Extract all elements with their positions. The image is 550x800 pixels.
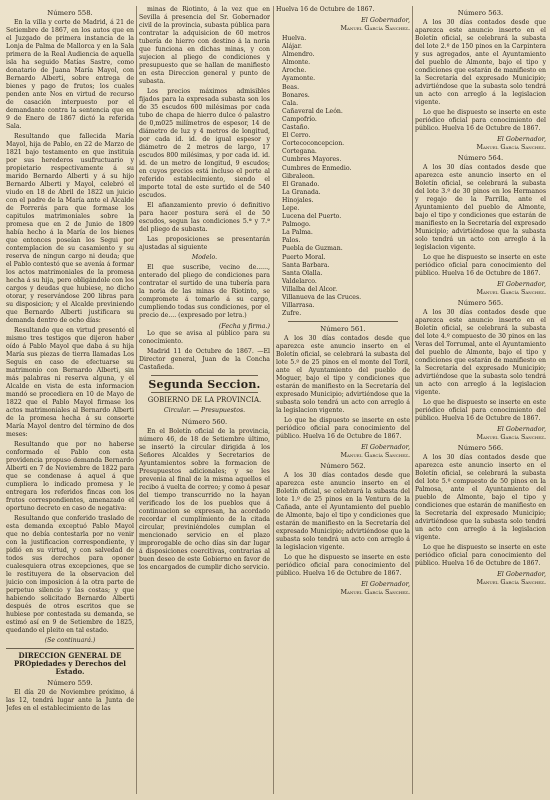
paragraph: A los 30 días contados desde que aparezca este anuncio inserto en el Boletín oficial, se celebrará la subasta del lote 1.º de 25 pinos en la Ventura de la Cañada, ante el Ayuntamiento del pueblo de Almonte, bajo el tipo y condiciones que estarán de manifiesto en la Secretaría del expresado Municipio; advirtiéndose que la subasta solo tendrá un acto con arreglo á la legislacion vigente. bbox=[276, 472, 410, 552]
divider bbox=[151, 375, 258, 376]
paragraph: Resultando que por no haberse conformado el Pablo con esta providencia propuso demanda Bernardo Alberti en 7 de Noviembre de 1822 para que se condenase á aquel á que cumpliera lo indicado promesa y le entregara los referidos fincas con los frutos correspondientes, amenazado el oportuno decreto en caso de negativa: bbox=[6, 441, 134, 512]
paragraph: Lo que he dispuesto se inserte en este periódico oficial para conocimiento del público. Huelva 16 de Octubre de 1867. bbox=[415, 399, 546, 422]
paragraph: Resultando que fallecida María Mayol, hija de Pablo, en 22 de Marzo de 1821 bajo testamento en que instituía por sus herederos usufructuario y propietario respectivamente á su marido Bernardo Alberti y á su hijo Bernardo Alberti y Mayol, celebró el viudo en 18 de Abril de 1822 un juicio con el padre de la María ante el Alcalde de Porrerás para que formase los capitulos matrimoniales sobre la promesa que en 2 de Junio de 1809 había hecho á la María de los bienes que entonces poseían los Segui por contemplacion de su casamiento y su reserva de ningun cargo ni deuda; que el Pablo contestó que se avenía á formar los actos matrimoniales de la promesa hecha á su hija, pero obligándole con los cargos y deudas que hubiese, no dicho otorar, y reservándose 200 libras para su disposicion; y el Alcalde previniendo que Bernardo Alberti justificara su demanda dentro de ocho días: bbox=[6, 133, 134, 324]
town-list-item: Villalba del Alcor. bbox=[282, 285, 338, 293]
signature-name: Manuel García Sanchez. bbox=[476, 578, 546, 586]
paragraph: A los 30 días contados desde que aparezca este anuncio inserto en el Boletín oficial, se celebrará la subasta del lote 3.º de 30 pinos en los Hermanos y regajo de la Parrilla, ante el Ayuntamiento del pueblo de Almonte, bajo el tipo y condiciones que estarán de manifiesto en la Secretaría del expresado Municipio; advirtiéndose que la subasta solo tendrá un acto con arreglo á la legislacion vigente. bbox=[415, 164, 546, 251]
town-list-item: Huelva. bbox=[282, 35, 307, 42]
town-list-item: Almendro. bbox=[282, 51, 315, 59]
paragraph: El día 20 de Noviembre próximo, á las 12, tendrá lugar ante la Junta de Jefes en el establecimiento de las bbox=[6, 689, 134, 712]
paragraph: A los 30 días contados desde que aparezca este anuncio inserto en el Boletín oficial, se celebrará la subasta del lote 5.º compuesto de 50 pinos en la Palmosa, ante el Ayuntamiento del pueblo de Almonte, bajo el tipo y condiciones que estarán de manifiesto en la Secretaría del expresado Municipio; advirtiéndose que la subasta solo tendrá un acto con arreglo á la legislacion vigente. bbox=[415, 454, 546, 541]
date-signature-line: (Fecha y firma.) bbox=[218, 322, 270, 330]
notice-number: Número 565. bbox=[457, 299, 504, 307]
signature-title: El Gobernador, bbox=[361, 16, 410, 24]
town-list-item: Lucena del Puerto. bbox=[282, 213, 342, 221]
signature-name: Manuel García Sanchez. bbox=[476, 288, 546, 296]
town-list-item: Villanueva de las Cruces. bbox=[282, 294, 362, 301]
signature-title: El Gobernador, bbox=[497, 570, 546, 578]
town-list-item: Santa Barbara. bbox=[282, 261, 330, 269]
column-rule bbox=[412, 6, 413, 794]
town-list-item: Cortegana. bbox=[282, 148, 317, 156]
town-list-item: Lepe. bbox=[282, 204, 300, 212]
government-heading: GOBIERNO DE LA PROVINCIA. bbox=[147, 396, 262, 404]
town-list bbox=[282, 35, 410, 318]
paragraph: En la villa y corte de Madrid, á 21 de Setiembre de 1867, en los autos que en el Juzgado de primera instancia de la Lonja de Palma de Mallorca y en la Sala primera de la Real Audiencia de aquella isla ha seguido Matías Sastre, como donatario de Juana María Mayol, con Bernardo Alberti, sobre entrega de bienes y pago de frutos; los cuales penden ante Nos en virtud de recurso de casación interpuesto por el demandante contra la sentencia que en 9 de Enero de 1867 dictó la referida Sala. bbox=[6, 19, 134, 130]
column-3 bbox=[276, 6, 410, 796]
column-4 bbox=[415, 6, 546, 796]
signature-name: Manuel García Sanchez. bbox=[340, 451, 410, 460]
continued-note: (Se continuará.) bbox=[44, 637, 96, 644]
column-2 bbox=[139, 6, 270, 796]
signature-name: Manuel García Sanchez. bbox=[476, 143, 546, 151]
notice-number: Número 563. bbox=[457, 9, 504, 17]
notice-number: Número 558. bbox=[47, 9, 93, 17]
section-heading: DIRECCION GENERAL DE PROpiedades y Derechos del Estado. bbox=[14, 651, 126, 676]
town-list-item: Gibraleon. bbox=[282, 172, 315, 180]
town-list-item: Cortecoconcepcion. bbox=[282, 140, 345, 148]
town-list-item: Villarrasa. bbox=[282, 302, 315, 310]
town-list-item: Palmogo. bbox=[282, 221, 311, 229]
town-list-item: Zufre. bbox=[282, 310, 302, 318]
signature-title: El Gobernador, bbox=[497, 280, 546, 288]
town-list-item: Bonares. bbox=[282, 91, 310, 99]
paragraph: Lo que he dispuesto se inserte en este periódico oficial para conocimiento del público. Huelva 16 de Octubre de 1867. bbox=[415, 109, 546, 132]
notice-number: Número 559. bbox=[47, 679, 93, 687]
model-heading: Modelo. bbox=[191, 254, 218, 261]
paragraph: Las proposiciones se presentarán ajustadas al siguiente bbox=[139, 236, 270, 251]
paragraph: Resultando que conferido traslado de esta demanda exceptuó Pablo Mayol que no debía contestarla por no venir con la justificacion correspondiente, y pidió en su virtud, y con salvedad de todos sus derechos para oponer cualesquiera otras excepciones, que se le restituyera de la observacion del juicio con imposicion á la otra parte de perpetuo silencio y las costas; y que habiendo solicitado Bernardo Alberti después de otros escritos que se hubiese por contestada su demanda, se estimó así en 9 de Setiembre de 1825, quedando el pleito en tal estado. bbox=[6, 515, 134, 634]
paragraph: A los 30 días contados desde que aparezca este anuncio inserto en el Boletín oficial, se celebrará la subasta del lote 5.º de 25 pinos en el monte del Toril, ante el Ayuntamiento del pueblo de Moguer, bajo el tipo y condiciones que estarán de manifiesto en la Secretaría del expresado Municipio; advirtiéndose que la subasta solo tendrá un acto con arreglo á la legislacion vigente. bbox=[276, 335, 410, 415]
paragraph: A los 30 días contados desde que aparezca este anuncio inserto en el Boletín oficial, se celebrará la subasta del lote 4.º compuesto de 30 pinos en las Veras del Torrumal, ante el Ayuntamiento del pueblo de Almonte, bajo el tipo y condiciones que estarán de manifiesto en la Secretaría del expresado Municipio; advirtiéndose que la subasta solo tendrá un acto con arreglo á la legislacion vigente. bbox=[415, 309, 546, 396]
date-line: Huelva 16 de Octubre de 1867. bbox=[276, 6, 375, 13]
circular-heading: Circular. — Presupuestos. bbox=[163, 407, 246, 414]
town-list-item: Cumbres Mayores. bbox=[282, 156, 342, 164]
paragraph: Lo que he dispuesto se inserte en este periódico oficial para conocimiento del público. Huelva 16 de Octubre de 1867. bbox=[276, 417, 410, 441]
notice-number: Número 564. bbox=[457, 154, 504, 162]
town-list-item: Cañaveral de León. bbox=[282, 107, 343, 115]
town-list-item: Cumbres de Enmedio. bbox=[282, 164, 352, 172]
notice-number: Número 561. bbox=[320, 325, 366, 334]
paragraph: Lo que he dispuesto se inserte en este periódico oficial para conocimiento del público. Huelva 16 de Octubre de 1867. bbox=[415, 544, 546, 567]
town-list-item: Puerto Moral. bbox=[282, 253, 326, 261]
signature-title: El Gobernador, bbox=[361, 580, 410, 589]
town-list-item: Alájar. bbox=[282, 43, 302, 51]
section-title: Segunda Seccion. bbox=[148, 378, 261, 391]
paragraph: Resultando que en virtud presentó el mismo tres testigos que dijeron haber oído á Pablo Mayol que daba á su hija María sus piezas de tierra llamadas Los Seguis en caso de efectuarse su matrimonio con Bernardo Alberti, sin más palabras ni reserva alguna, y el Alcalde en vista de esta informacion mandó se procediera en 10 de Mayo de 1822 que el Pablo Mayol firmase los actos matrimoniales al Bernardo Alberti de la promesa hecha á su consorte María Mayol dentro del término de dos meses: bbox=[6, 327, 134, 438]
town-list-item: La Granada. bbox=[282, 188, 321, 196]
signature-name: Manuel García Sanchez. bbox=[476, 433, 546, 441]
signature-title: El Gobernador, bbox=[497, 135, 546, 143]
town-list-item: El Granado. bbox=[282, 180, 320, 188]
town-list-item: Valdelarco. bbox=[282, 277, 317, 285]
town-list-item: Ayamonte. bbox=[282, 75, 316, 83]
paragraph: En el Boletín oficial de la provincia, número 46, de 18 de Setiembre último, se insertó la circular dirigida á los Señores Alcaldes y Secretarios de Ayuntamientos sobre la formacion de Presupuestos adicionales; y se les prevenia al final de la misma aquellos el recibo á vuelta de correo; y como á pesar del tiempo transcurrido no la hayan verificado los de los pueblos que á continuacion se expresan, ha acordado recordar el cumplimiento de la citada circular, previniéndoles cumplan el mencionado servicio en el plazo improrogable de ocho días sin dar lugar á disposiciones coercitivas, contrarias al buen deseo de este Gobierno en favor de los encargados de cumplir dicho servicio. bbox=[139, 428, 270, 571]
town-list-item: Beas. bbox=[282, 83, 300, 91]
town-list-item: Puebla de Guzman. bbox=[282, 245, 343, 253]
town-list-item: Cala. bbox=[282, 99, 299, 107]
paragraph: Madrid 11 de Octubre de 1867. —El Director general, Juan de la Concha Castañeda. bbox=[139, 348, 270, 371]
column-rule bbox=[136, 6, 137, 794]
signature-name: Manuel García Sanchez. bbox=[340, 588, 410, 597]
notice-number: Número 566. bbox=[457, 444, 504, 452]
paragraph: A los 30 días contados desde que aparezca este anuncio inserto en el Boletín oficial, se celebrará la subasta del lote 2.º de 150 pinos en la Carpintera y sus agregados, ante el Ayuntamiento del pueblo de Almonte, bajo el tipo y condiciones que estarán de manifiesto en la Secretaría del expresado Municipio; advirtiéndose que la subasta solo tendrá un acto con arreglo á la legislacion vigente. bbox=[415, 19, 546, 106]
notice-number: Número 562. bbox=[320, 462, 366, 471]
column-rule bbox=[273, 6, 274, 794]
town-list-item: Hinojales. bbox=[282, 196, 314, 204]
town-list-item: Palos. bbox=[282, 237, 301, 245]
divider bbox=[288, 321, 398, 322]
column-1 bbox=[6, 6, 134, 796]
signature-title: El Gobernador, bbox=[361, 443, 410, 452]
paragraph: Lo que he dispuesto se inserte en este periódico oficial para conocimiento del público. Huelva 16 de Octubre de 1867. bbox=[415, 254, 546, 277]
paragraph: Los precios máximos admisibles fijados para la expresada subasta son los de 35 escudos 600 milésimas por cada tubo de chapa de hierro dulce ó palastro de 0,m025 milímetros de espesor, 14 de diámetro de luz y 4 metros de longitud, por cada id. id. de igual espesor y diámetro de 2 metros de largo, 17 escudos 800 milésimas, y por cada id. id. id. de un metro de longitud, 9 escudos; en cuyos precios está incluso el porte al referido establecimiento, siendo el importe total de este surtido el de 540 escudos. bbox=[139, 88, 270, 199]
town-list-item: Santa Olalla. bbox=[282, 269, 323, 277]
paragraph: minas de Riotinto, á la vez que en Sevilla á presencia del Sr. Gobernador civil de la provincia, subasta pública para contratar la adquisicion de 60 metros tubería de hierro con destino á la noria que funciona en dichas minas, y con sujecion al pliego de condiciones y presupuesto que se hallan de manifiesto en esta Direccion general y punto de subasta. bbox=[139, 6, 270, 85]
divider bbox=[151, 392, 258, 393]
town-list-item: Aroche. bbox=[282, 67, 307, 75]
paragraph: El afianzamiento previo ó definitivo para hacer postura será el de 50 escudos, segun las condiciones 5.ª y 7.ª del pliego de subasta. bbox=[139, 202, 270, 233]
town-list-item: El Cerro. bbox=[282, 132, 311, 140]
paragraph: Lo que he dispuesto se inserte en este periódico oficial para conocimiento del público. Huelva 16 de Octubre de 1867. bbox=[276, 554, 410, 578]
town-list-item: Almonte. bbox=[282, 59, 311, 67]
paragraph: El que suscribe, vecino de......, enterado del pliego de condiciones para contratar el surtido de una tubería para la noria de las minas de Riotinto, se compromete á tomarlo á su cargo, cumpliendo todas sus condiciones, por el precio de.... (expresado por letra.) bbox=[139, 264, 270, 319]
paragraph: Lo que se avisa al público para su conocimiento. bbox=[139, 330, 270, 345]
signature-title: El Gobernador, bbox=[497, 425, 546, 433]
signature-name: Manuel García Sanchez. bbox=[340, 24, 410, 32]
town-list-item: La Palma. bbox=[282, 229, 313, 237]
town-list-item: Castaño. bbox=[282, 124, 310, 132]
town-list-item: Campofrío. bbox=[282, 115, 317, 123]
notice-number: Número 560. bbox=[181, 418, 228, 426]
divider bbox=[6, 648, 134, 649]
